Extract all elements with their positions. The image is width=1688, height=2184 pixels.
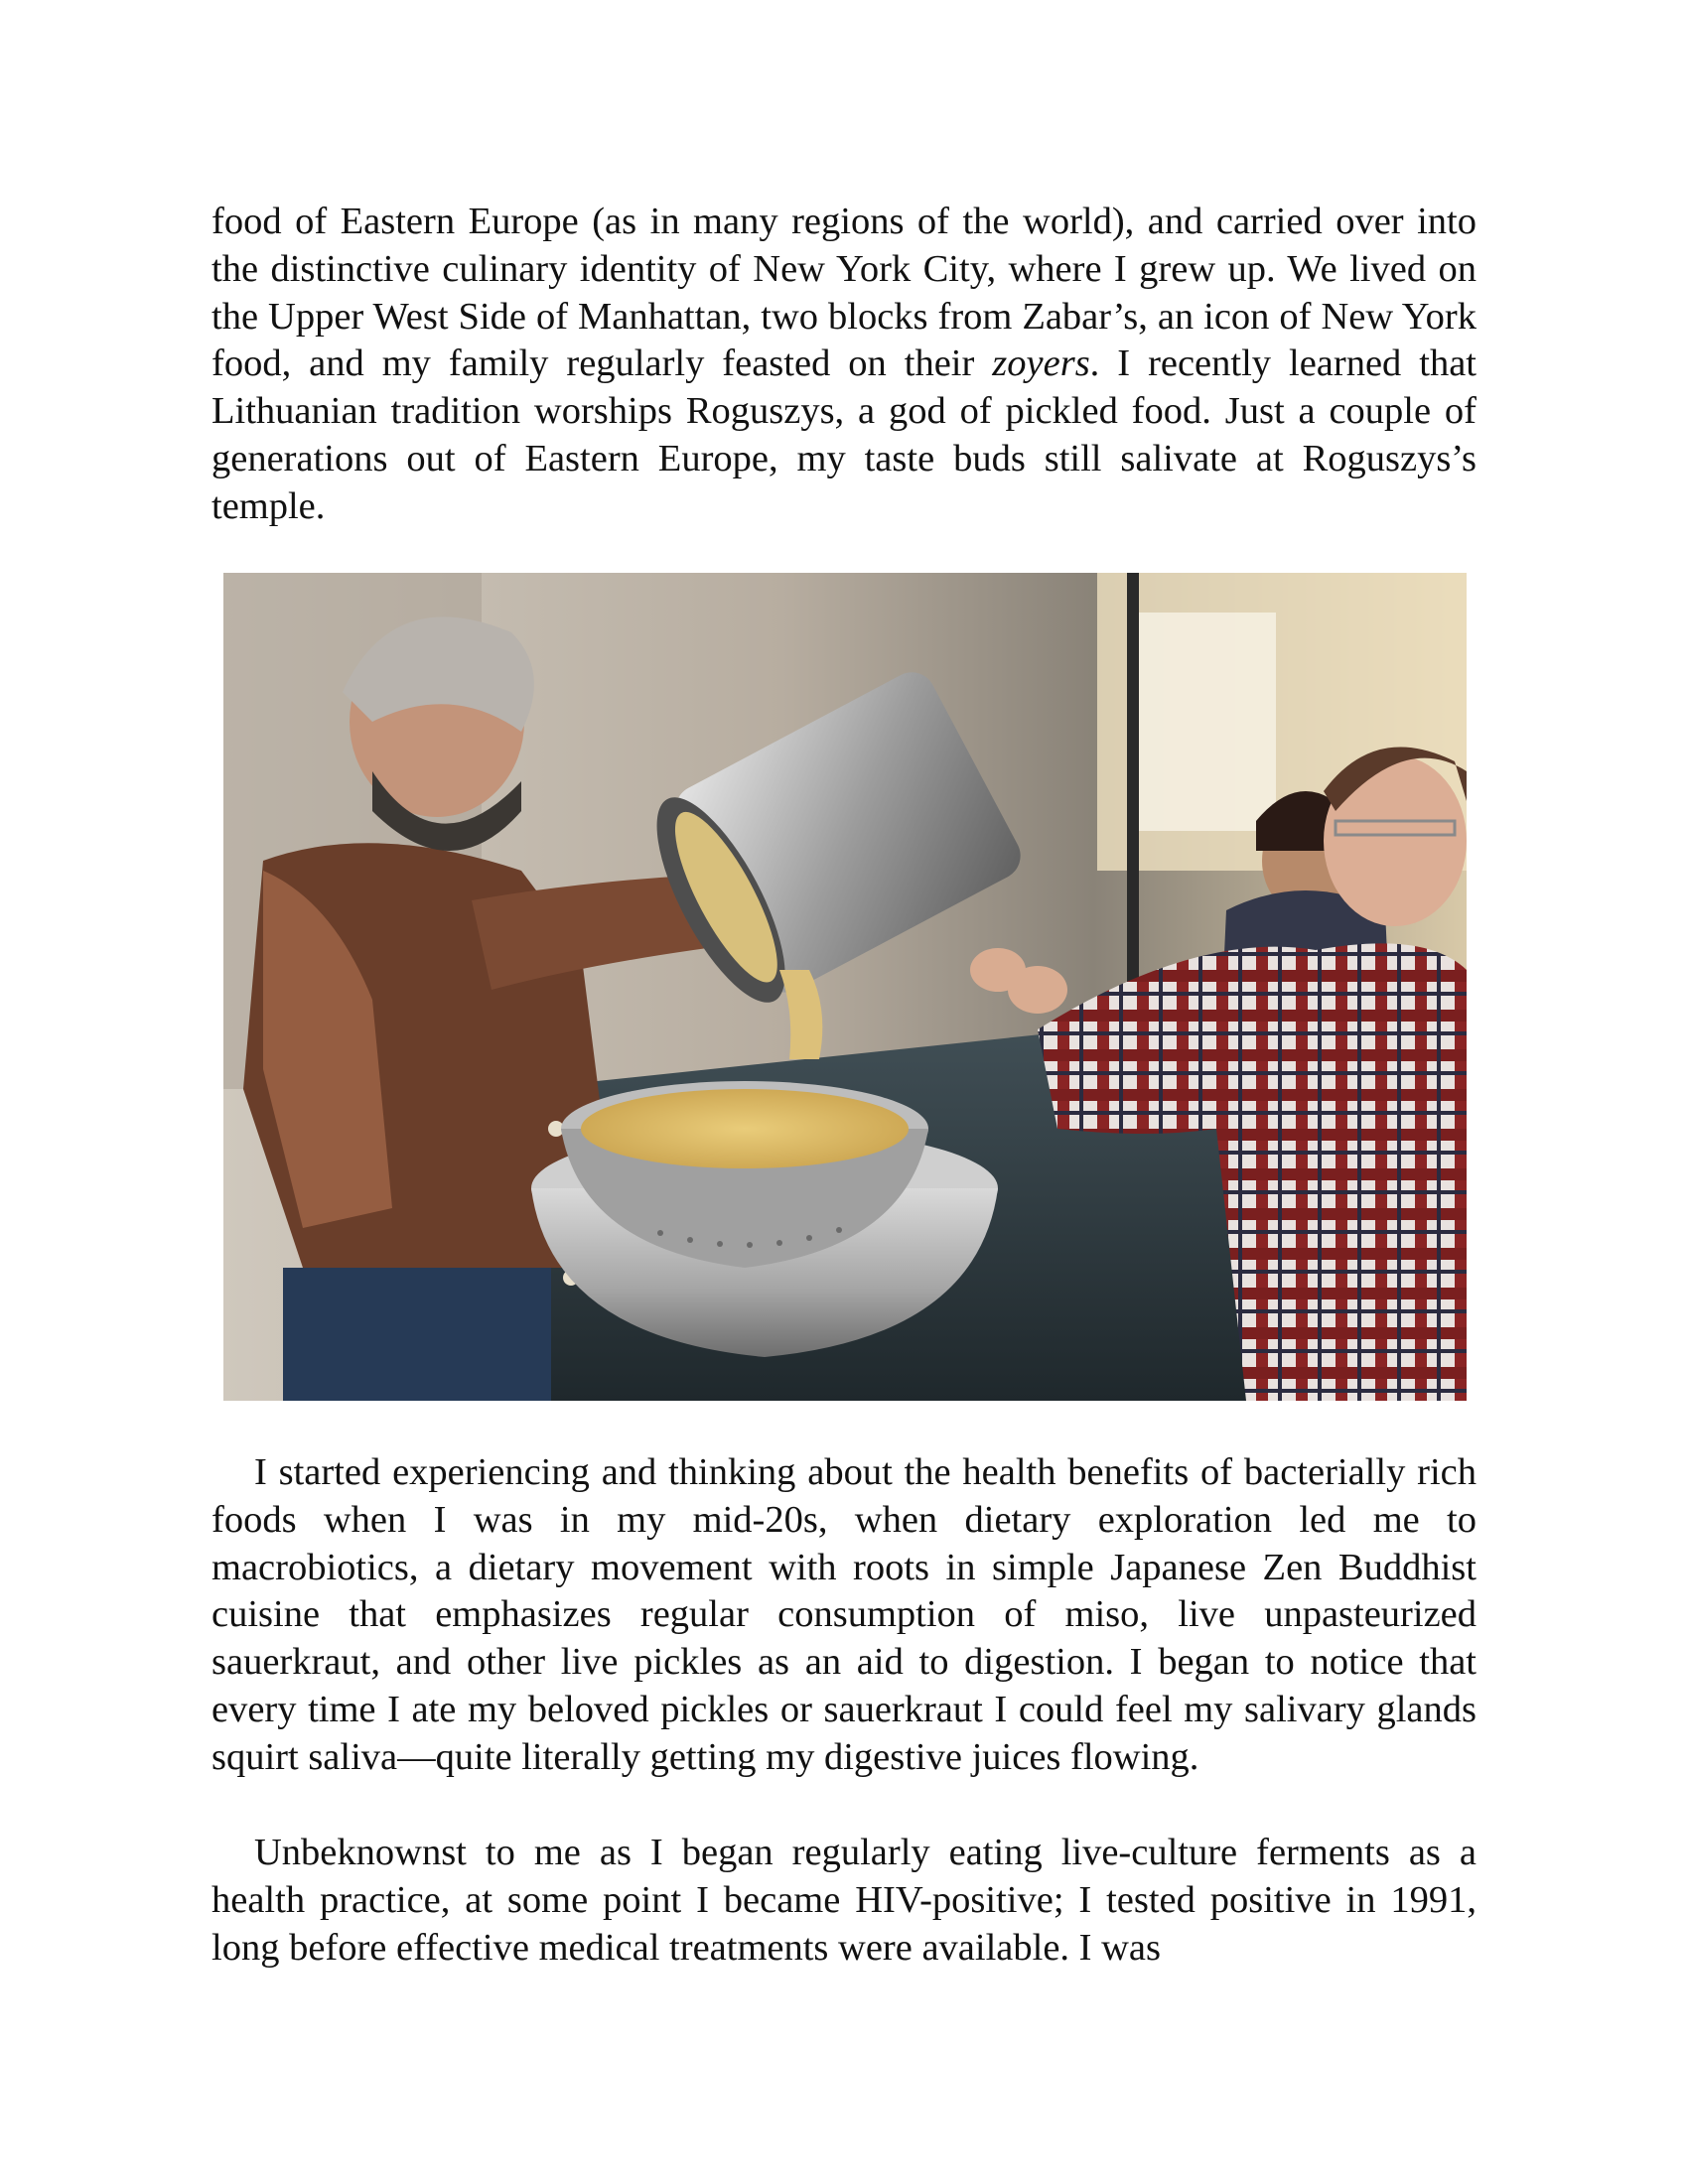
paragraph-zabars-text (211, 199, 1477, 531)
paragraph-zabars (211, 199, 1477, 531)
paragraph-hiv (211, 1830, 1477, 1972)
paragraph-zabars-part1: food of Eastern Europe (as in many regions of the world), and carried over into the distinctive culinary identity of New York City, where I grew up. We lived on the Upper West Side of Manhattan, two blocks from Zabar’s, an icon of New York food, and my family regularly feasted on their (211, 201, 1477, 385)
paragraph-macrobiotics (211, 1449, 1477, 1782)
paragraph-zabars-part2: . I recently learned that Lithuanian tradition worships Roguszys, a god of pickled food. Just a couple of generations out of Eastern Europe, my taste buds still salivate at Roguszys’s temple. (211, 342, 1477, 527)
photo-fermentation-workshop (223, 573, 1467, 1401)
paragraph-macrobiotics-text: I started experiencing and thinking about the health benefits of bacterially rich foods when I was in my mid-20s, when dietary exploration led me to macrobiotics, a dietary movement with roots in simple Japanese Zen Buddhist cuisine that emphasizes regular consumption of miso, live unpasteurized sauerkraut, and other live pickles as an aid to digestion. I began to notice that every time I ate my beloved pickles or sauerkraut I could feel my salivary glands squirt saliva—quite literally getting my digestive juices flowing. (211, 1451, 1477, 1778)
italic-term-zoyers: zoyers (992, 342, 1090, 385)
paragraph-hiv-text: Unbeknownst to me as I began regularly eating live-culture ferments as a health practice, at some point I became HIV-positive; I tested positive in 1991, long before effective medical treatments were available. I was (211, 1832, 1477, 1969)
